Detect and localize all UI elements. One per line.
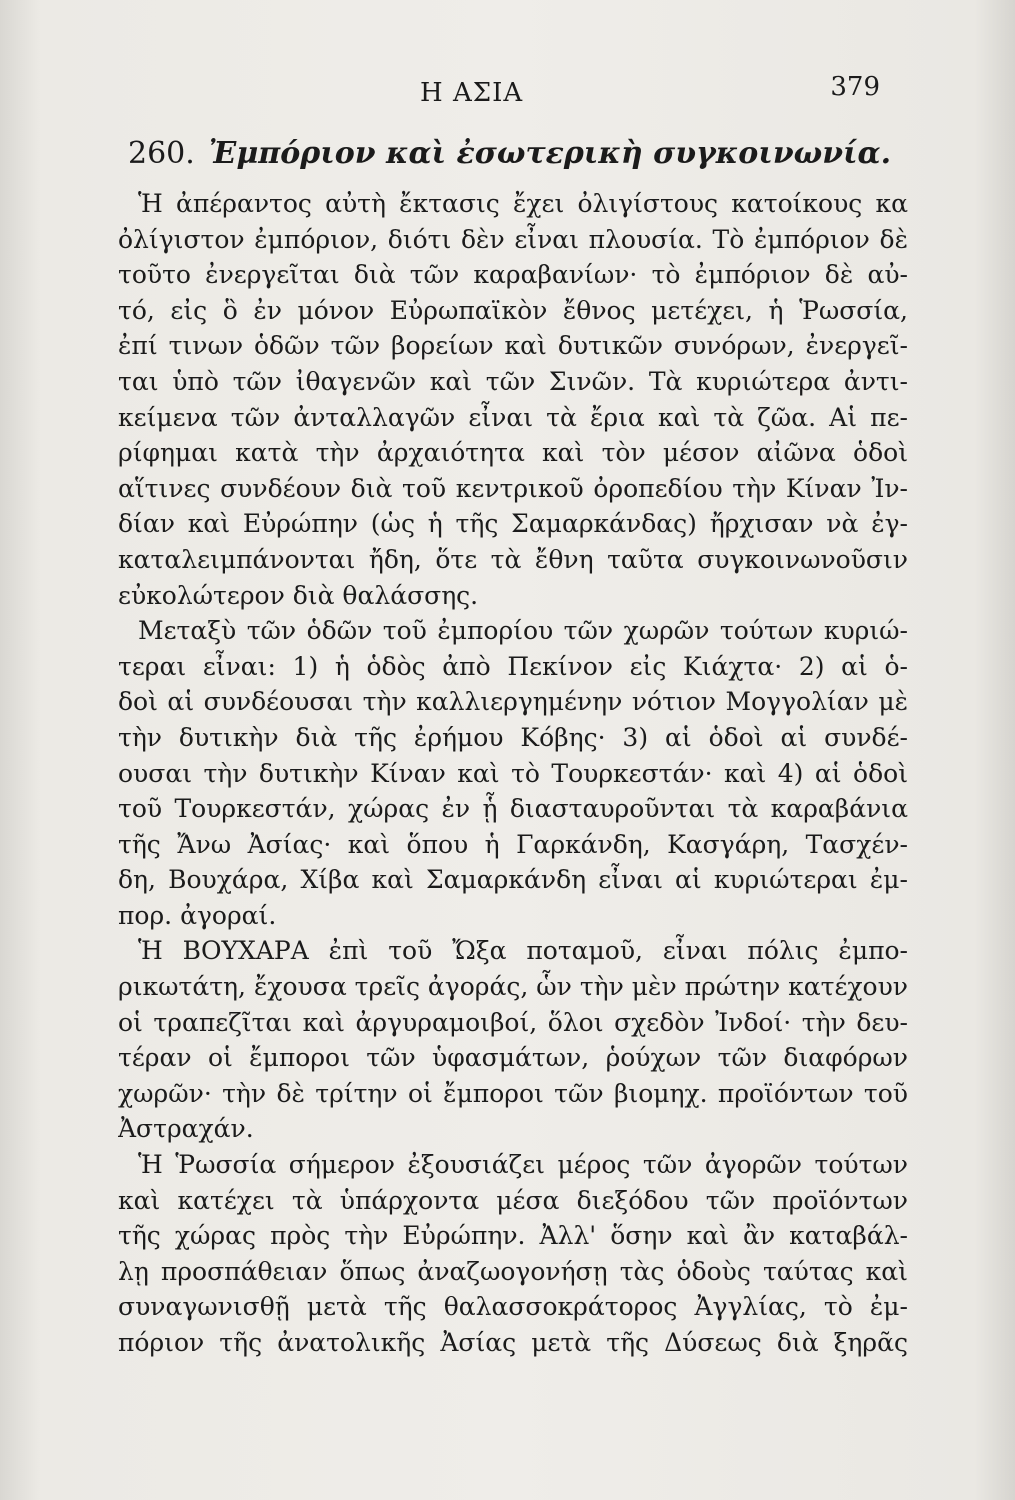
text-line: δίαν καὶ Εὐρώπην (ὡς ἡ τῆς Σαμαρκάνδας) ἤρχισαν νὰ ἐγ- — [118, 509, 908, 539]
text-line: λῃ προσπάθειαν ὅπως ἀναζωογονήσῃ τὰς ὁδοὺς ταύτας καὶ — [118, 1256, 908, 1286]
text-line: δοὶ αἱ συνδέουσαι τὴν καλλιεργημένην νότιον Μογγολίαν μὲ — [118, 687, 908, 717]
text-line: τῆς χώρας πρὸς τὴν Εὐρώπην. Ἀλλ' ὅσην καὶ ἂν καταβάλ- — [118, 1221, 908, 1251]
text-line: ἐπί τινων ὁδῶν τῶν βορείων καὶ δυτικῶν συνόρων, ἐνεργεῖ- — [118, 331, 908, 361]
text-line: τοῦ Τουρκεστάν, χώρας ἐν ᾗ διασταυροῦνται τὰ καραβάνια — [118, 794, 908, 824]
text-line: Ἡ ἀπέραντος αὐτὴ ἔκτασις ἔχει ὀλιγίστους κατοίκους κα — [138, 189, 908, 218]
text-line: Ἡ Ῥωσσία σήμερον ἐξουσιάζει μέρος τῶν ἀγορῶν τούτων — [138, 1150, 908, 1180]
text-line: καταλειμπάνονται ἤδη, ὅτε τὰ ἔθνη ταῦτα συγκοινωνοῦσιν — [118, 544, 908, 574]
text-line: τεραι εἶναι: 1) ἡ ὁδὸς ἀπὸ Πεκίνον εἰς Κιάχτα· 2) αἱ ὁ- — [118, 651, 908, 681]
text-line: τὴν δυτικὴν διὰ τῆς ἐρήμου Κόβης· 3) αἱ ὁδοὶ αἱ συνδέ- — [118, 722, 908, 752]
text-line: καὶ κατέχει τὰ ὑπάρχοντα μέσα διεξόδου τῶν προϊόντων — [118, 1185, 908, 1215]
text-line: τοῦτο ἐνεργεῖται διὰ τῶν καραβανίων· τὸ ἐμπόριον δὲ αὐ- — [118, 260, 908, 290]
text-line: Ἀστραχάν. — [118, 1114, 254, 1144]
text-line: ουσαι τὴν δυτικὴν Κίναν καὶ τὸ Τουρκεστάν· καὶ 4) αἱ ὁδοὶ — [118, 758, 908, 788]
text-line: ρικωτάτη, ἔχουσα τρεῖς ἀγοράς, ὧν τὴν μὲν πρώτην κατέχουν — [118, 972, 908, 1002]
text-line: χωρῶν· τὴν δὲ τρίτην οἱ ἔμποροι τῶν βιομηχ. προϊόντων τοῦ — [118, 1078, 908, 1108]
section-heading — [128, 136, 892, 171]
text-line: πορ. ἀγοραί. — [118, 900, 277, 930]
page-number: 379 — [830, 72, 880, 102]
text-line: τό, εἰς ὃ ἐν μόνον Εὐρωπαϊκὸν ἔθνος μετέχει, ἡ Ῥωσσία, — [118, 295, 908, 325]
running-head: Η ΑΣΙΑ — [420, 78, 524, 108]
body-text — [118, 186, 908, 1361]
text-line: συναγωνισθῇ μετὰ τῆς θαλασσοκράτορος Ἀγγλίας, τὸ ἐμ- — [118, 1292, 908, 1322]
text-line: Ἡ ΒΟΥΧΑΡΑ ἐπὶ τοῦ Ὤξα ποταμοῦ, εἶναι πόλις ἐμπο- — [138, 936, 908, 966]
text-line: αἵτινες συνδέουν διὰ τοῦ κεντρικοῦ ὀροπεδίου τὴν Κίναν Ἰν- — [118, 473, 908, 503]
text-line: δη, Βουχάρα, Χίβα καὶ Σαμαρκάνδη εἶναι αἱ κυριώτεραι ἐμ- — [118, 865, 908, 895]
text-line: ὀλίγιστον ἐμπόριον, διότι δὲν εἶναι πλουσία. Τὸ ἐμπόριον δὲ — [118, 224, 908, 254]
text-line: ρίφημαι κατὰ τὴν ἀρχαιότητα καὶ τὸν μέσον αἰῶνα ὁδοὶ — [118, 438, 908, 468]
text-line: τέραν οἱ ἔμποροι τῶν ὑφασμάτων, ῥούχων τῶν διαφόρων — [118, 1043, 908, 1073]
section-number: 260. — [128, 136, 195, 171]
text-line: τῆς Ἄνω Ἀσίας· καὶ ὅπου ἡ Γαρκάνδη, Κασγάρη, Τασχέν- — [118, 829, 908, 859]
page-header — [120, 72, 880, 118]
text-line: πόριον τῆς ἀνατολικῆς Ἀσίας μετὰ τῆς Δύσεως διὰ ξηρᾶς — [118, 1328, 908, 1357]
text-line: Μεταξὺ τῶν ὁδῶν τοῦ ἐμπορίου τῶν χωρῶν τούτων κυριώ- — [138, 616, 908, 646]
text-line: εὐκολώτερον διὰ θαλάσσης. — [118, 580, 479, 610]
text-line: ται ὑπὸ τῶν ἰθαγενῶν καὶ τῶν Σινῶν. Τὰ κυριώτερα ἀντι- — [118, 366, 908, 396]
text-line: οἱ τραπεζῖται καὶ ἀργυραμοιβοί, ὅλοι σχεδὸν Ἰνδοί· τὴν δευ- — [118, 1007, 908, 1037]
text-line: κείμενα τῶν ἀνταλλαγῶν εἶναι τὰ ἔρια καὶ τὰ ζῶα. Αἱ πε- — [118, 402, 908, 432]
section-title: Ἐμπόριον καὶ ἐσωτερικὴ συγκοινωνία. — [208, 136, 892, 171]
